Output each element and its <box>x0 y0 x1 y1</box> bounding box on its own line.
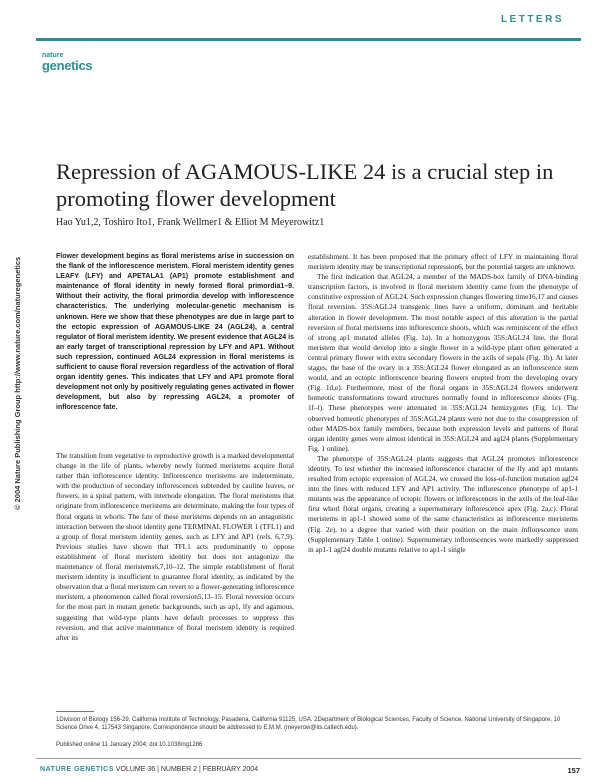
logo-small-text: nature <box>42 52 64 59</box>
publication-info: Published online 11 January 2004; doi:10.1038/ng1286 <box>56 742 203 748</box>
abstract <box>56 252 294 414</box>
copyright-text: © 2004 Nature Publishing Group http://www.nature.com/naturegenetics <box>13 256 22 510</box>
body-paragraph: The transition from vegetative to reproductive growth is a marked developmental change in the life of plants, whereby newly formed meristems acquire floral rather than inflorescence identity. Inflorescence meristems are indeterminate, with the production of secondary inflorescences subtended by cauline leaves, or flowers, in a spiral pattern, with internode elongation. The floral meristems that originate from inflorescence meristems are determinate, making the four types of floral organs in whorls. The fate of these meristems depends on an antagonistic interaction between the shoot identity gene TERMINAL FLOWER 1 (TFL1) and a group of floral meristem identity genes, such as LFY and AP1 (refs. 6,7,9). Previous studies have shown that TFL1 acts predominantly to oppose establishment of floral meristem identity but does not antagonize the maintenance of floral meristems6,7,10–12. The simple establishment of floral meristem identity is insufficient to guarantee floral identity, as indicated by the observation that a floral meristem can revert to a flower-generating inflorescence meristem, a phenomenon called floral reversion5,13–15. Floral reversion occurs for the most part in mutant genetic backgrounds, such as ap1, lfy and agamous, suggesting that wild-type plants have default processes to suppress this reversion, and that active maintenance of floral meristem identity is required after its <box>56 451 294 642</box>
footnote-rule <box>56 711 94 712</box>
body-paragraph: The first indication that AGL24, a member of the MADS-box family of DNA-binding transcription factors, is involved in floral meristem identity came from the phenotype of constitutive expression of AGL24. Such expression changes flowering time16,17 and causes floral reversion. 35S:AGL24 transgenic lines have a uniform, dominant and heritable alteration in flower development. The most notable aspect of this alteration is the partial reversion of floral meristems into inflorescence shoots, which was reminiscent of the effect of strong ap1 mutated alleles (Fig. 1a). In a homozygous 35S:AGL24 line, the floral meristem that would develop into a single flower in a wild-type plant often generated a central primary flower with extra secondary flowers in the axils of sepals (Fig. 1b). At later stages, the base of the ovary in a 35S:AGL24 flower elongated as an inflorescence stem would, and an ectopic inflorescence bearing flowers erupted from the developing ovary (Fig. 1d,e). Furthermore, most of the floral organs in 35S:AGL24 flowers underwent homeotic transformations toward structures normally found in inflorescence shoots (Fig. 1f–l). These phenotypes were attenuated in 35S:AGL24 hemizygotes (Fig. 1c). The observed homeotic phenotypes of 35S:AGL24 plants were not due to the cosuppression of other MADS-box family members, because both expression levels and patterns of floral organ identity genes were almost identical in 35S:AGL24 and agl24 plants (Supplementary Fig. 1 online). <box>308 272 578 453</box>
journal-footer <box>40 766 258 773</box>
copyright-sidebar <box>13 150 34 510</box>
header-rule <box>36 38 581 41</box>
body-column-left <box>56 451 294 643</box>
section-label: LETTERS <box>500 14 564 25</box>
body-paragraph: The phenotype of 35S:AGL24 plants suggests that AGL24 promotes inflorescence identity. To test whether the increased inflorescence character of the lfy and ap1 mutants resulted from ectopic expression of AGL24, we crossed the loss-of-function mutation agl24 into the lines with reduced LFY and AP1 activity. The inflorescence phenotype of ap1-1 mutants was the appearance of ectopic flowers or inflorescences in the axils of the leaf-like first whorl floral organs, creating a supernumerary inflorescence apex (Fig. 2a,c). Floral meristems in ap1-1 showed some of the same characteristics as inflorescence meristems (Fig. 2e), to a degree that varied with their position on the main inflorescence stem (Supplementary Table 1 online). Supernumerary inflorescences were markedly suppressed in ap1-1 agl24 double mutants relative to ap1-1 single <box>308 453 578 554</box>
author-list: Hao Yu1,2, Toshiro Ito1, Frank Wellmer1 & Elliot M Meyerowitz1 <box>56 217 325 228</box>
footer-rule <box>36 758 581 759</box>
journal-issue: VOLUME 36 | NUMBER 2 | FEBRUARY 2004 <box>115 766 259 773</box>
logo-large-text: genetics <box>42 58 93 73</box>
journal-name: NATURE GENETICS <box>40 766 114 773</box>
page-number: 157 <box>567 766 580 775</box>
body-column-right <box>308 252 578 555</box>
body-paragraph: establishment. It has been proposed that the primary effect of LFY in maintaining floral meristem identity may be transcriptional repression6, but the potential targets are unknown. <box>308 252 578 272</box>
abstract-text: Flower development begins as floral meristems arise in succession on the flank of the inflorescence meristem. Floral meristem identity genes LEAFY (LFY) and APETALA1 (AP1) promote establishment and maintenance of floral identity in newly formed floral primordia1–9. Without their activity, the floral primordia develop with inflorescence characteristics. The underlying molecular-genetic mechanism is unknown. Here we show that these phenotypes are due in large part to the ectopic expression of AGAMOUS-LIKE 24 (AGL24), a central regulator of floral meristem identity. We present evidence that AGL24 is an early target of transcriptional repression by LFY and AP1. Without such repression, continued AGL24 expression in floral meristems is sufficient to cause floral reversion regardless of the activation of floral organ identity genes. This indicates that LFY and AP1 promote floral development not only by positively regulating genes activated in flower development, but also by repressing AGL24, a promoter of inflorescence fate. <box>56 253 294 412</box>
journal-logo <box>42 52 92 72</box>
affiliation-footnote: 1Division of Biology 156-29, California Institute of Technology, Pasadena, California 91125, USA. 2Department of Biological Sciences, Faculty of Science, National University of Singapore, 10 Science Drive 4, 117543 Singapore. Correspondence should be addressed to E.M.M. (meyerow@its.caltech.edu). <box>56 717 561 732</box>
article-title: Repression of AGAMOUS-LIKE 24 is a crucial step in promoting flower development <box>56 159 554 211</box>
